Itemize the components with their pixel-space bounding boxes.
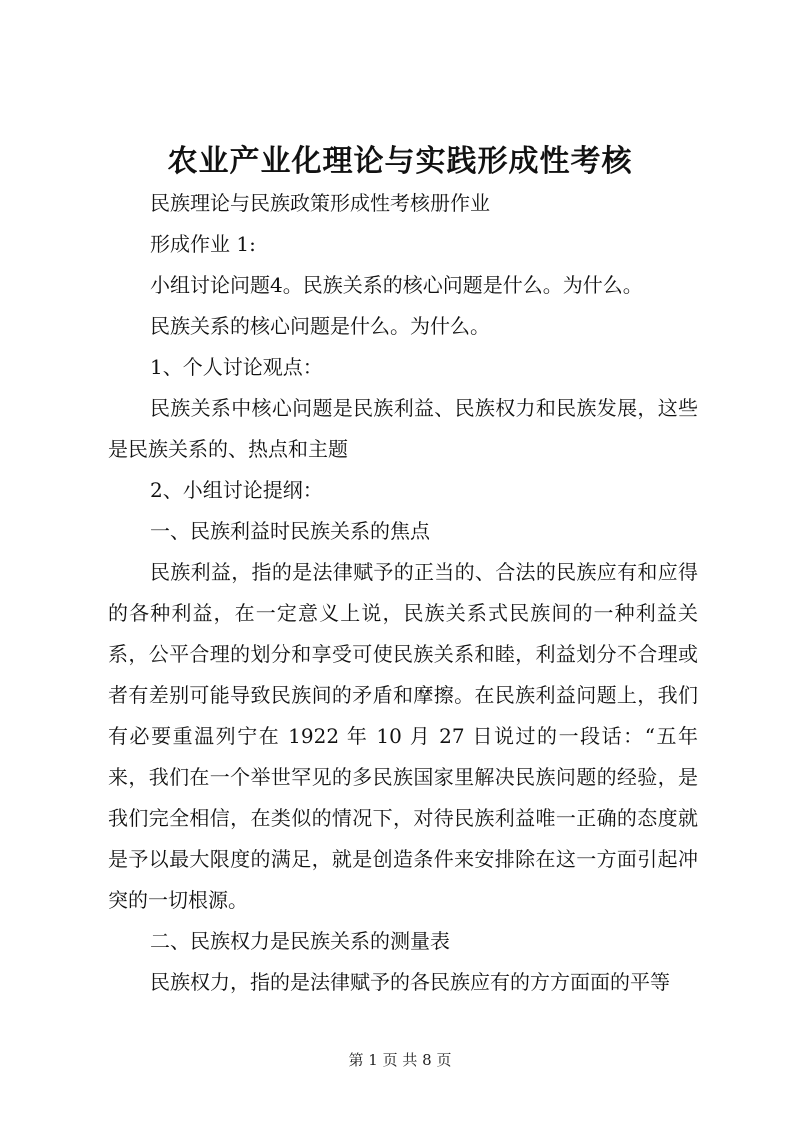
- paragraph-discussion-question: 小组讨论问题4。民族关系的核心问题是什么。为什么。: [150, 273, 643, 297]
- document-title: 农业产业化理论与实践形成性考核: [167, 144, 633, 179]
- document-body: [108, 183, 698, 1003]
- paragraph-section-two-body: 民族权力，指的是法律赋予的各民族应有的方方面面的平等: [150, 970, 670, 994]
- paragraph-question-restated: 民族关系的核心问题是什么。为什么。: [150, 314, 490, 338]
- paragraph-heading-outline: 2、小组讨论提纲：: [150, 478, 323, 502]
- paragraph-subtitle: 民族理论与民族政策形成性考核册作业: [150, 191, 490, 215]
- paragraph-assignment-label: 形成作业 1:: [150, 232, 256, 256]
- paragraph-section-one-body: 民族利益，指的是法律赋予的正当的、合法的民族应有和应得的各种利益，在一定意义上说，民族关系式民族间的一种利益关系，公平合理的划分和享受可使民族关系和睦，利益划分不合理或者有差别可能导致民族间的矛盾和摩擦。在民族利益问题上，我们有必要重温列宁在 1922 年 10 月 27 日说过的一段话：“五年来，我们在一个举世罕见的多民族国家里解决民族问题的经验，是我们完全相信，在类似的情况下，对待民族利益唯一正确的态度就是予以最大限度的满足，就是创造条件来安排除在这一方面引起冲突的一切根源。: [108, 560, 698, 912]
- page-number-footer: 第 1 页 共 8 页: [348, 1051, 452, 1069]
- paragraph-personal-view: 民族关系中核心问题是民族利益、民族权力和民族发展，这些是民族关系的、热点和主题: [108, 396, 698, 461]
- paragraph-heading-personal-view: 1、个人讨论观点：: [150, 355, 323, 379]
- paragraph-heading-section-one: 一、民族利益时民族关系的焦点: [150, 519, 430, 543]
- paragraph-heading-section-two: 二、民族权力是民族关系的测量表: [150, 929, 450, 953]
